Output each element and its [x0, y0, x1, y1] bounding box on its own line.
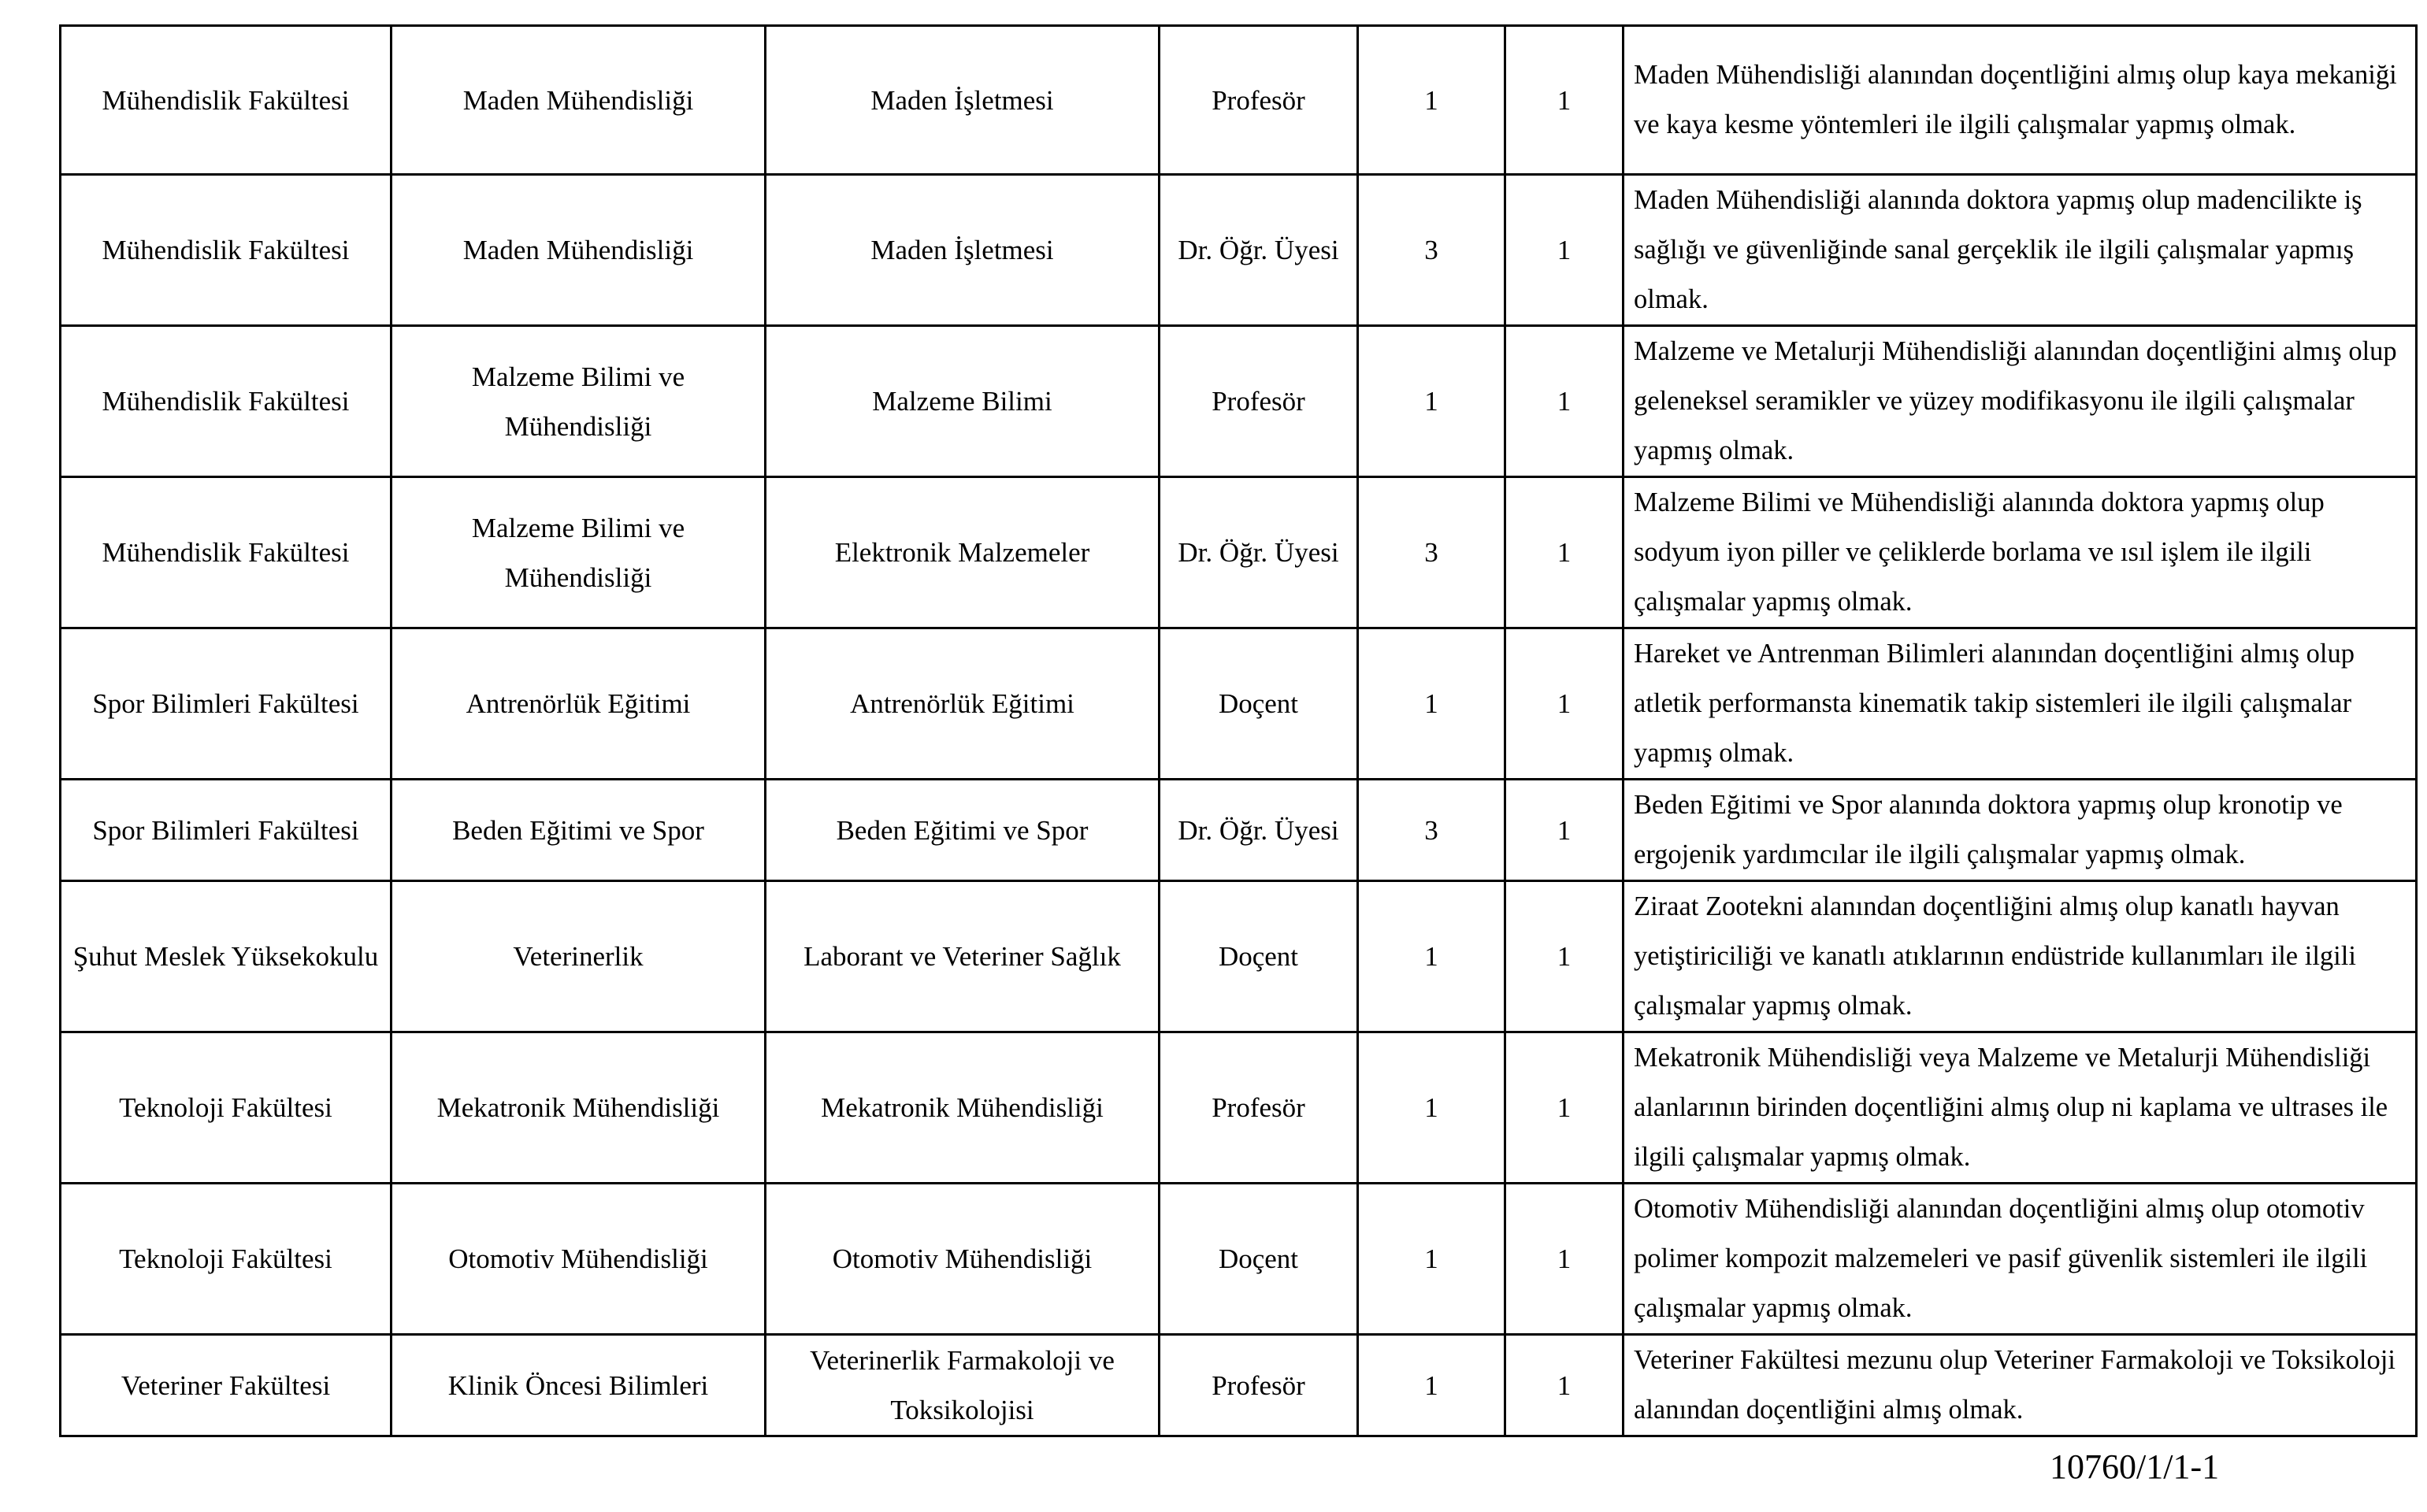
department-cell: Maden Mühendisliği [392, 175, 766, 326]
division-cell: Maden İşletmesi [766, 175, 1160, 326]
count-cell: 1 [1505, 26, 1624, 175]
table-row [61, 1184, 2417, 1335]
requirement-cell: Hareket ve Antrenman Bilimleri alanından doçentliğini almış olup atletik performansta kinematik takip sistemleri ile ilgili çalışmalar yapmış olmak. [1624, 628, 2417, 780]
degree-cell: 1 [1358, 881, 1505, 1032]
degree-cell: 1 [1358, 326, 1505, 477]
title-cell: Profesör [1160, 1032, 1358, 1184]
faculty-cell: Spor Bilimleri Fakültesi [61, 780, 392, 881]
count-cell: 1 [1505, 175, 1624, 326]
department-cell: Maden Mühendisliği [392, 26, 766, 175]
faculty-positions-table [59, 24, 2418, 1437]
count-cell: 1 [1505, 1184, 1624, 1335]
department-cell: Malzeme Bilimi ve Mühendisliği [392, 477, 766, 628]
requirement-cell: Ziraat Zootekni alanından doçentliğini almış olup kanatlı hayvan yetiştiriciliği ve kanatlı atıklarının endüstride kullanımları ile ilgili çalışmalar yapmış olmak. [1624, 881, 2417, 1032]
department-cell: Malzeme Bilimi ve Mühendisliği [392, 326, 766, 477]
degree-cell: 1 [1358, 628, 1505, 780]
table-row [61, 175, 2417, 326]
degree-cell: 3 [1358, 477, 1505, 628]
requirement-cell: Mekatronik Mühendisliği veya Malzeme ve Metalurji Mühendisliği alanlarının birinden doçentliğini almış olup ni kaplama ve ultrases ile ilgili çalışmalar yapmış olmak. [1624, 1032, 2417, 1184]
faculty-cell: Mühendislik Fakültesi [61, 477, 392, 628]
division-cell: Veterinerlik Farmakoloji ve Toksikolojisi [766, 1335, 1160, 1436]
title-cell: Profesör [1160, 326, 1358, 477]
division-cell: Beden Eğitimi ve Spor [766, 780, 1160, 881]
department-cell: Veterinerlik [392, 881, 766, 1032]
title-cell: Profesör [1160, 26, 1358, 175]
table-row [61, 1335, 2417, 1436]
title-cell: Dr. Öğr. Üyesi [1160, 175, 1358, 326]
faculty-cell: Mühendislik Fakültesi [61, 175, 392, 326]
title-cell: Profesör [1160, 1335, 1358, 1436]
requirement-cell: Otomotiv Mühendisliği alanından doçentliğini almış olup otomotiv polimer kompozit malzemeleri ve pasif güvenlik sistemleri ile ilgili çalışmalar yapmış olmak. [1624, 1184, 2417, 1335]
table-row [61, 628, 2417, 780]
document-number: 10760/1/1-1 [2050, 1447, 2220, 1486]
degree-cell: 1 [1358, 1184, 1505, 1335]
department-cell: Klinik Öncesi Bilimleri [392, 1335, 766, 1436]
degree-cell: 1 [1358, 26, 1505, 175]
count-cell: 1 [1505, 881, 1624, 1032]
title-cell: Doçent [1160, 881, 1358, 1032]
faculty-cell: Şuhut Meslek Yüksekokulu [61, 881, 392, 1032]
count-cell: 1 [1505, 1335, 1624, 1436]
division-cell: Mekatronik Mühendisliği [766, 1032, 1160, 1184]
department-cell: Beden Eğitimi ve Spor [392, 780, 766, 881]
requirement-cell: Maden Mühendisliği alanından doçentliğini almış olup kaya mekaniği ve kaya kesme yöntemleri ile ilgili çalışmalar yapmış olmak. [1624, 26, 2417, 175]
faculty-cell: Mühendislik Fakültesi [61, 326, 392, 477]
count-cell: 1 [1505, 1032, 1624, 1184]
division-cell: Elektronik Malzemeler [766, 477, 1160, 628]
division-cell: Maden İşletmesi [766, 26, 1160, 175]
count-cell: 1 [1505, 628, 1624, 780]
title-cell: Dr. Öğr. Üyesi [1160, 477, 1358, 628]
faculty-cell: Veteriner Fakültesi [61, 1335, 392, 1436]
degree-cell: 3 [1358, 780, 1505, 881]
department-cell: Mekatronik Mühendisliği [392, 1032, 766, 1184]
faculty-cell: Teknoloji Fakültesi [61, 1184, 392, 1335]
title-cell: Dr. Öğr. Üyesi [1160, 780, 1358, 881]
division-cell: Malzeme Bilimi [766, 326, 1160, 477]
title-cell: Doçent [1160, 1184, 1358, 1335]
count-cell: 1 [1505, 326, 1624, 477]
requirement-cell: Maden Mühendisliği alanında doktora yapmış olup madencilikte iş sağlığı ve güvenliğinde sanal gerçeklik ile ilgili çalışmalar yapmış olmak. [1624, 175, 2417, 326]
count-cell: 1 [1505, 477, 1624, 628]
requirement-cell: Veteriner Fakültesi mezunu olup Veteriner Farmakoloji ve Toksikoloji alanından doçentliğini almış olmak. [1624, 1335, 2417, 1436]
table-row [61, 1032, 2417, 1184]
faculty-cell: Mühendislik Fakültesi [61, 26, 392, 175]
title-cell: Doçent [1160, 628, 1358, 780]
table-row [61, 26, 2417, 175]
division-cell: Laborant ve Veteriner Sağlık [766, 881, 1160, 1032]
table-row [61, 780, 2417, 881]
requirement-cell: Malzeme ve Metalurji Mühendisliği alanından doçentliğini almış olup geleneksel seramikler ve yüzey modifikasyonu ile ilgili çalışmalar yapmış olmak. [1624, 326, 2417, 477]
faculty-cell: Spor Bilimleri Fakültesi [61, 628, 392, 780]
table-row [61, 326, 2417, 477]
division-cell: Antrenörlük Eğitimi [766, 628, 1160, 780]
table-row [61, 477, 2417, 628]
division-cell: Otomotiv Mühendisliği [766, 1184, 1160, 1335]
department-cell: Otomotiv Mühendisliği [392, 1184, 766, 1335]
count-cell: 1 [1505, 780, 1624, 881]
requirement-cell: Malzeme Bilimi ve Mühendisliği alanında doktora yapmış olup sodyum iyon piller ve çeliklerde borlama ve ısıl işlem ile ilgili çalışmalar yapmış olmak. [1624, 477, 2417, 628]
department-cell: Antrenörlük Eğitimi [392, 628, 766, 780]
table-row [61, 881, 2417, 1032]
requirement-cell: Beden Eğitimi ve Spor alanında doktora yapmış olup kronotip ve ergojenik yardımcılar ile ilgili çalışmalar yapmış olmak. [1624, 780, 2417, 881]
faculty-cell: Teknoloji Fakültesi [61, 1032, 392, 1184]
degree-cell: 1 [1358, 1335, 1505, 1436]
degree-cell: 1 [1358, 1032, 1505, 1184]
degree-cell: 3 [1358, 175, 1505, 326]
